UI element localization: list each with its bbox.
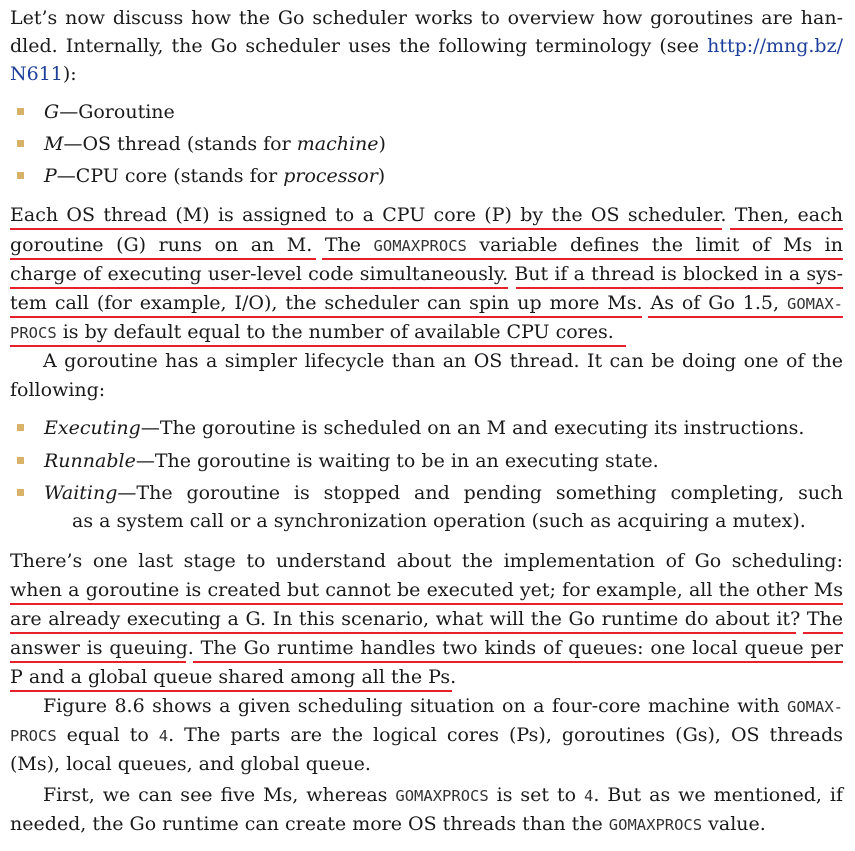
term-item-m — [44, 132, 386, 156]
para3-line-2: when a goroutine is created but cannot be executed yet; for example, all the other Ms — [10, 579, 843, 601]
code-value: 4 — [584, 787, 594, 805]
para3-line-4: answer is queuing. The Go runtime handles two kinds of queues: one local queue per — [10, 637, 843, 659]
state-key: Executing — [44, 417, 141, 439]
para1-line-5 — [10, 320, 843, 345]
para4-text: equal to — [56, 724, 159, 746]
term-key: P — [44, 165, 57, 187]
para1-text: is by default equal to the number of available CPU cores. — [56, 321, 614, 343]
para4-text: . The parts are the logical cores (Ps), goroutines (Gs), OS threads — [168, 724, 843, 746]
term-em: processor — [283, 165, 378, 187]
para5-text: First, we can see five Ms, whereas — [43, 784, 396, 806]
state-item-runnable — [44, 449, 659, 473]
bullet-icon — [17, 489, 24, 496]
intro-text: dled. Internally, the Go scheduler uses the following terminology (see — [10, 35, 708, 57]
para3-line-3: are already executing a G. In this scenario, what will the Go runtime do about it? The — [10, 608, 843, 630]
bullet-icon — [17, 424, 24, 431]
bullet-icon — [17, 140, 24, 147]
para1-line-4 — [10, 291, 843, 316]
term-item-p — [44, 164, 385, 188]
code-gomaxprocs: GOMAXPROCS — [373, 237, 467, 255]
term-key: M — [44, 133, 64, 155]
term-key: G — [44, 101, 60, 123]
reference-link-cont[interactable]: N611 — [10, 63, 63, 85]
state-item-executing — [44, 416, 804, 440]
para1-text: goroutine (G) runs on an M. The — [10, 234, 374, 256]
code-gomaxprocs: GOMAXPROCS — [608, 816, 703, 834]
para5-text: is set to — [488, 784, 585, 806]
reference-link[interactable]: http://mng.bz/ — [707, 35, 843, 57]
code-gomaxprocs: GOMAX- — [787, 295, 843, 313]
para2-line-1: A goroutine has a simpler lifecycle than an OS thread. It can be doing one of the — [43, 350, 843, 372]
bullet-icon — [17, 457, 24, 464]
para5-text: . But as we mentioned, if — [593, 784, 843, 806]
state-key: Waiting — [44, 482, 118, 504]
code-value: 4 — [158, 727, 169, 745]
para1-text: variable defines the limit of Ms in — [466, 234, 843, 256]
term-item-g — [44, 100, 175, 124]
intro-line-2 — [10, 34, 843, 58]
para1-text: tem call (for example, I/O), the scheduler can spin up more Ms. As of Go 1.5, — [10, 292, 787, 314]
para4-line-2 — [10, 723, 843, 748]
code-gomaxprocs: PROCS — [10, 727, 57, 745]
para2-line-2: following: — [10, 379, 106, 401]
term-desc: —CPU core (stands for — [56, 165, 284, 187]
code-gomaxprocs: GOMAXPROCS — [395, 787, 489, 805]
bullet-icon — [17, 172, 24, 179]
para5-line-2 — [10, 812, 843, 837]
term-desc: —OS thread (stands for — [63, 133, 297, 155]
para4-line-1 — [43, 694, 843, 719]
term-tail: ) — [378, 133, 386, 155]
state-desc: —The goroutine is waiting to be in an executing state. — [135, 450, 659, 472]
term-em: machine — [296, 133, 379, 155]
intro-line-1: Let’s now discuss how the Go scheduler works to overview how goroutines are han- — [10, 7, 843, 29]
para3-line-1: There’s one last stage to understand about the implementation of Go scheduling: — [10, 550, 843, 572]
code-gomaxprocs: GOMAX- — [787, 698, 843, 716]
para4-text: Figure 8.6 shows a given scheduling situation on a four-core machine with — [43, 695, 787, 717]
state-item-waiting — [44, 481, 843, 505]
state-item-waiting-cont: as a system call or a synchronization operation (such as acquiring a mutex). — [72, 510, 806, 532]
intro-text-end: ): — [62, 63, 77, 85]
term-desc: —Goroutine — [59, 101, 175, 123]
term-tail: ) — [377, 165, 386, 187]
code-gomaxprocs: PROCS — [10, 324, 57, 342]
bullet-icon — [17, 108, 24, 115]
para3-line-5: P and a global queue shared among all the Ps. — [10, 666, 457, 688]
para5-line-1 — [43, 783, 843, 808]
para1-line-2 — [10, 233, 843, 258]
intro-line-3 — [10, 62, 843, 86]
para1-line-3: charge of executing user-level code simultaneously. But if a thread is blocked in a sys- — [10, 263, 843, 285]
state-key: Runnable — [44, 450, 136, 472]
para5-text: value. — [702, 813, 766, 835]
para1-line-1: Each OS thread (M) is assigned to a CPU core (P) by the OS scheduler. Then, each — [10, 204, 843, 226]
para5-text: needed, the Go runtime can create more OS threads than the — [10, 813, 609, 835]
state-desc: —The goroutine is scheduled on an M and executing its instructions. — [140, 417, 805, 439]
para4-line-3: (Ms), local queues, and global queue. — [10, 753, 371, 775]
state-desc: —The goroutine is stopped and pending something completing, such — [117, 482, 843, 504]
